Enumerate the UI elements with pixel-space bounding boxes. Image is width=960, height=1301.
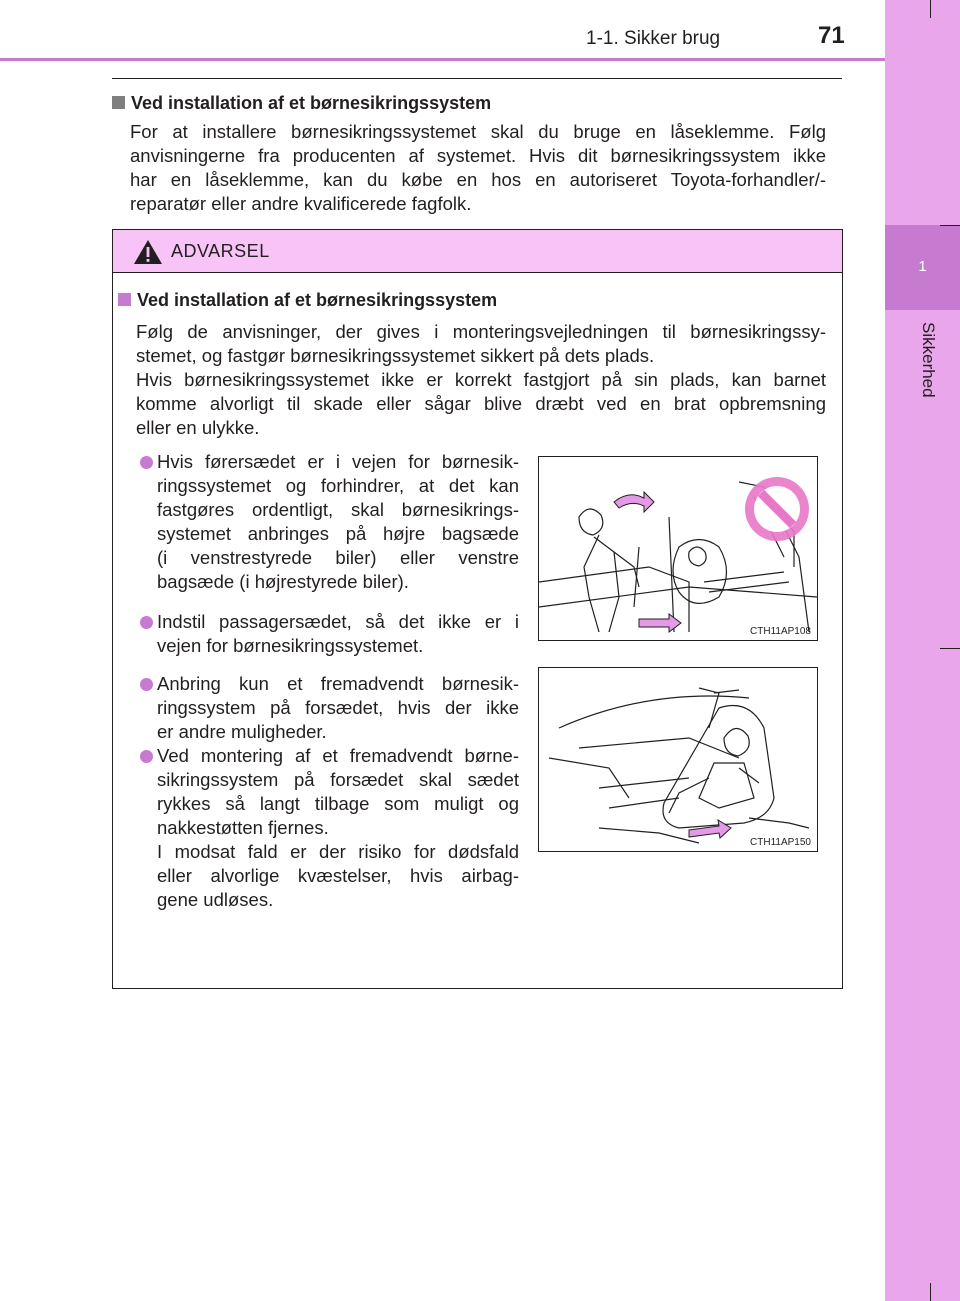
- text-line: Indstil passagersædet, så det ikke er i: [157, 611, 519, 632]
- child-seat-rear-illustration: [539, 457, 817, 640]
- text-line: ringssystemet og forhindrer, at det kan: [157, 475, 519, 496]
- text-line: systemet anbringes på højre bagsæde: [157, 523, 519, 544]
- warning-heading: Ved installation af et børnesikringssystem: [118, 290, 497, 311]
- warning-paragraph: [136, 320, 826, 440]
- text-line: gene udløses.: [157, 889, 274, 910]
- figure-code: CTH11AP150: [750, 837, 811, 848]
- warning-bullet: [157, 450, 519, 594]
- text-line: ringssystem på forsædet, hvis der ikke: [157, 697, 519, 718]
- text-line: rykkes så langt tilbage som muligt og: [157, 793, 519, 814]
- warning-title: ADVARSEL: [171, 241, 270, 261]
- child-seat-front-illustration: [539, 668, 817, 851]
- edge-tick: [940, 648, 960, 649]
- bullet-dot-icon: [140, 678, 153, 691]
- edge-tick: [930, 0, 931, 18]
- text-line: fastgøres ordentligt, skal børnesikrings-: [157, 499, 519, 520]
- figure-code: CTH11AP108: [750, 626, 811, 637]
- text-line: nakkestøtten fjernes.: [157, 817, 329, 838]
- bullet-dot-icon: [140, 456, 153, 469]
- chapter-label: Sikkerhed: [919, 322, 938, 398]
- warning-bullet: [157, 744, 519, 912]
- chapter-side-tab: [885, 0, 960, 1301]
- square-bullet-icon: [112, 96, 125, 109]
- edge-tick: [930, 1283, 931, 1301]
- bullet-dot-icon: [140, 616, 153, 629]
- warning-bullet: [157, 610, 519, 658]
- text-line: Følg de anvisninger, der gives i monteringsvejledningen til børnesikringssy-: [136, 321, 826, 342]
- text-line: reparatør eller andre kvalificerede fagfolk.: [130, 193, 472, 214]
- text-line: eller en ulykke.: [136, 417, 260, 438]
- text-line: sikringssystem på forsædet skal sædet: [157, 769, 519, 790]
- text-line: Ved montering af et fremadvendt børne-: [157, 745, 519, 766]
- text-line: Hvis førersædet er i vejen for børnesik-: [157, 451, 519, 472]
- figure-child-seat-front: [538, 667, 818, 852]
- chapter-number: 1: [918, 258, 927, 275]
- text-line: Anbring kun et fremadvendt børnesik-: [157, 673, 519, 694]
- page-number: 71: [818, 22, 845, 49]
- text-line: stemet, og fastgør børnesikringssystemet sikkert på dets plads.: [136, 345, 655, 366]
- warning-triangle-icon: [133, 239, 163, 265]
- section-rule: [112, 78, 842, 79]
- header-rule: [0, 58, 885, 61]
- text-line: anvisningerne fra producenten af systemet. Hvis dit børnesikringssystem ikke: [130, 145, 826, 166]
- figure-child-seat-rear: [538, 456, 818, 641]
- text-line: har en låseklemme, kan du købe en hos en autoriseret Toyota-forhandler/-: [130, 169, 826, 190]
- text-line: For at installere børnesikringssystemet skal du bruge en låseklemme. Følg: [130, 121, 826, 142]
- square-bullet-icon: [118, 293, 131, 306]
- bullet-dot-icon: [140, 750, 153, 763]
- text-line: eller alvorlige kvæstelser, hvis airbag-: [157, 865, 519, 886]
- edge-tick: [940, 225, 960, 226]
- warning-header: [113, 230, 842, 273]
- text-line: Hvis børnesikringssystemet ikke er korrekt fastgjort på sin plads, kan barnet: [136, 369, 826, 390]
- running-header-section: 1-1. Sikker brug: [586, 28, 721, 49]
- text-line: komme alvorligt til skade eller sågar blive dræbt ved en brat opbremsning: [136, 393, 826, 414]
- text-line: (i venstrestyrede biler) eller venstre: [157, 547, 519, 568]
- section-heading: Ved installation af et børnesikringssystem: [112, 93, 491, 114]
- text-line: vejen for børnesikringssystemet.: [157, 635, 424, 656]
- text-line: bagsæde (i højrestyrede biler).: [157, 571, 409, 592]
- warning-box: [112, 229, 843, 989]
- section-paragraph: [130, 120, 826, 216]
- text-line: er andre muligheder.: [157, 721, 327, 742]
- warning-bullet: [157, 672, 519, 744]
- text-line: I modsat fald er der risiko for dødsfald: [157, 841, 519, 862]
